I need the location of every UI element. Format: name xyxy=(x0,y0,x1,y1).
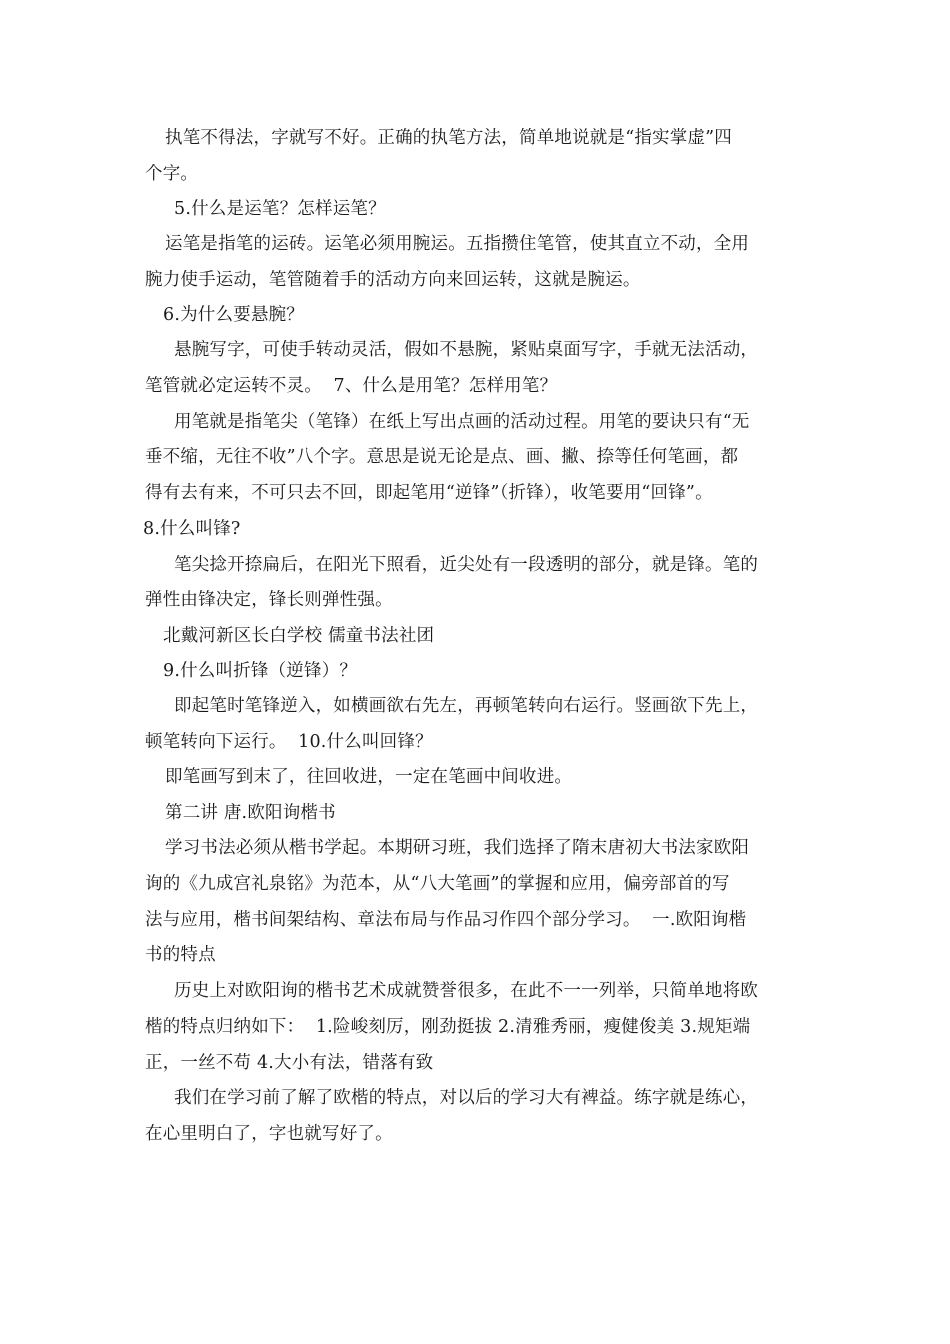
text-line: 书的特点 xyxy=(145,945,216,965)
text-line: 历史上对欧阳询的楷书艺术成就赞誉很多，在此不一一列举，只简单地将欧 xyxy=(174,981,759,1001)
text-line: 即笔画写到末了，往回收进，一定在笔画中间收进。 xyxy=(165,767,573,787)
text-line: 询的《九成宫礼泉铭》为范本，从“八大笔画”的掌握和应用，偏旁部首的写 xyxy=(145,874,730,894)
school-club-line: 北戴河新区长白学校 儒童书法社团 xyxy=(163,626,435,646)
text-line: 顿笔转向下运行。 10.什么叫回锋？ xyxy=(145,732,433,752)
question-heading: 5.什么是运笔？怎样运笔？ xyxy=(174,199,386,219)
text-line: 腕力使手运动，笔管随着手的活动方向来回运转，这就是腕运。 xyxy=(145,270,641,290)
text-line: 正，一丝不苟 4.大小有法，错落有致 xyxy=(145,1053,434,1073)
text-line: 即起笔时笔锋逆入，如横画欲右先左，再顿笔转向右运行。竖画欲下先上， xyxy=(174,696,759,716)
text-line: 笔尖捻开捺扁后，在阳光下照看，近尖处有一段透明的部分，就是锋。笔的 xyxy=(174,555,759,575)
lecture-heading: 第二讲 唐.欧阳询楷书 xyxy=(165,803,336,823)
text-line: 垂不缩，无往不收”八个字。意思是说无论是点、画、撇、捺等任何笔画，都 xyxy=(145,447,739,467)
text-line: 学习书法必须从楷书学起。本期研习班，我们选择了隋末唐初大书法家欧阳 xyxy=(165,838,750,858)
question-heading: 6.为什么要悬腕？ xyxy=(163,305,304,325)
text-line: 我们在学习前了解了欧楷的特点，对以后的学习大有裨益。练字就是练心， xyxy=(174,1088,759,1108)
text-line: 悬腕写字，可使手转动灵活，假如不悬腕，紧贴桌面写字，手就无法活动， xyxy=(174,340,759,360)
text-line: 在心里明白了，字也就写好了。 xyxy=(145,1124,393,1144)
text-line: 用笔就是指笔尖（笔锋）在纸上写出点画的活动过程。用笔的要诀只有“无 xyxy=(174,412,750,432)
question-heading: 8.什么叫锋? xyxy=(143,519,241,539)
question-heading: 9.什么叫折锋（逆锋）？ xyxy=(163,661,358,681)
text-line: 弹性由锋决定，锋长则弹性强。 xyxy=(145,590,393,610)
text-line: 个字。 xyxy=(145,164,199,184)
text-line: 执笔不得法，字就写不好。正确的执笔方法，简单地说就是“指实掌虚”四 xyxy=(165,128,732,148)
text-line: 得有去有来，不可只去不回，即起笔用“逆锋”（折锋），收笔要用“回锋”。 xyxy=(145,483,713,503)
text-line: 运笔是指笔的运砖。运笔必须用腕运。五指攒住笔管，使其直立不动，全用 xyxy=(165,234,750,254)
text-line: 楷的特点归纳如下： 1.险峻刻厉，刚劲挺拔 2.清雅秀丽，瘦健俊美 3.规矩端 xyxy=(145,1017,751,1037)
text-line: 法与应用，楷书间架结构、章法布局与作品习作四个部分学习。 一.欧阳询楷 xyxy=(145,910,747,930)
text-line: 笔管就必定运转不灵。 7、什么是用笔？怎样用笔？ xyxy=(145,376,558,396)
